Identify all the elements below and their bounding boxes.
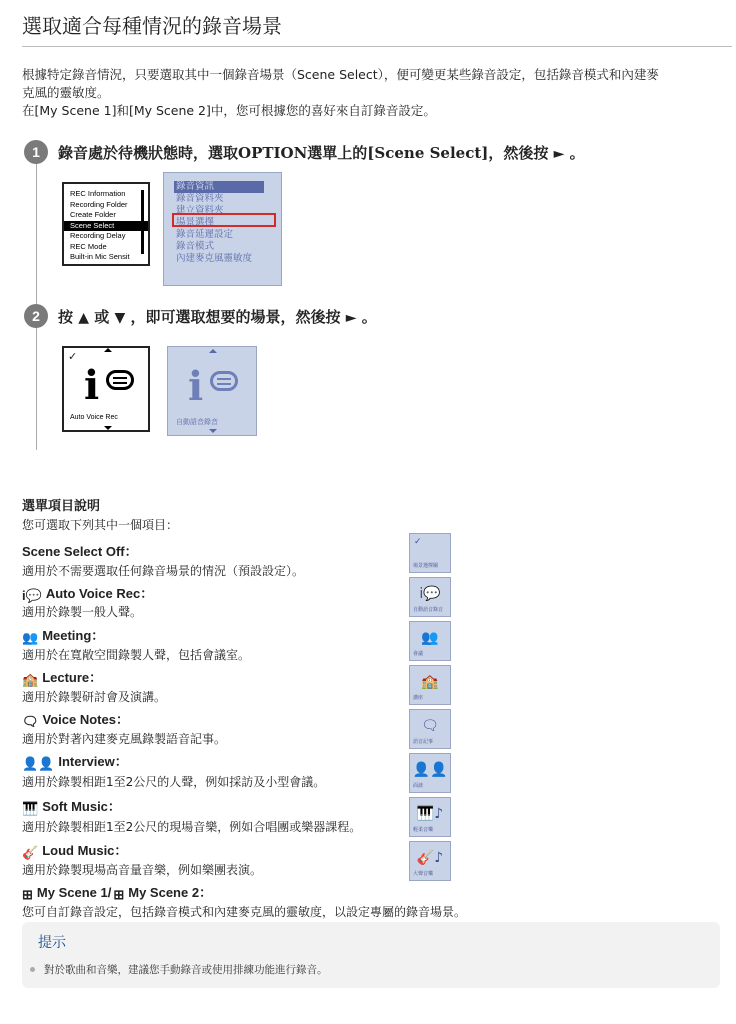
thumb-label: 場景選擇關	[413, 563, 439, 569]
option-lecture	[22, 667, 102, 688]
step-2-instruction	[58, 306, 377, 327]
scroll-up-icon	[209, 349, 217, 353]
option-loud-music	[22, 840, 127, 861]
meeting-icon: 👥	[421, 630, 439, 646]
thumb-interview	[409, 753, 451, 793]
speech-bubble-icon	[106, 370, 134, 390]
info-icon: i	[84, 362, 100, 409]
scroll-down-icon	[104, 426, 112, 430]
thumb-lecture	[409, 665, 451, 705]
lcd-menu-item: 錄音延遲設定	[176, 229, 234, 240]
menu-item: REC Information	[70, 189, 126, 198]
interview-icon: 👤👤	[22, 756, 55, 771]
option-desc: 適用於在寬敞空間錄製人聲，包括會議室。	[22, 648, 251, 662]
option-name: Lecture：	[42, 670, 103, 685]
option-desc: 您可自訂錄音設定，包括錄音模式和內建麥克風的靈敏度，以設定專屬的錄音場景。	[22, 905, 467, 919]
step-1-instruction	[58, 142, 585, 163]
step-2-text-c: ，即可選取想要的場景，然後按	[130, 308, 341, 326]
lcd-menu-item: 場景選擇	[176, 217, 215, 228]
option-name: Auto Voice Rec：	[45, 586, 154, 601]
thumb-loud-music	[409, 841, 451, 881]
step-2-text-a: 按	[58, 308, 74, 326]
voice-notes-icon: 🗨	[421, 718, 439, 734]
option-meeting	[22, 625, 104, 646]
option-name: Voice Notes：	[42, 712, 129, 727]
step-2-text-b: 或	[94, 308, 110, 326]
my-scene-2-icon: ⊞	[113, 887, 125, 902]
speech-bubble-icon	[210, 371, 238, 391]
option-menu-lcd	[163, 172, 282, 286]
lcd-menu-item: 建立資料夾	[176, 205, 224, 216]
option-name: Scene Select Off：	[22, 544, 138, 559]
lcd-menu-item: 錄音模式	[176, 241, 215, 252]
menu-item: REC Mode	[70, 241, 107, 251]
check-icon: ✓	[68, 350, 78, 363]
interview-icon: 👤👤	[412, 762, 448, 778]
menu-item: Recording Delay	[70, 231, 126, 240]
guitar-icon: 🎸	[22, 845, 39, 860]
scene-label-en: Auto Voice Rec	[70, 414, 118, 421]
option-voice-notes	[22, 709, 129, 730]
option-desc: 適用於對著內建麥克風錄製語音記事。	[22, 732, 227, 746]
scene-select-highlight	[172, 213, 276, 227]
menu-scrollbar	[141, 190, 144, 254]
scene-display-lcd	[167, 346, 257, 436]
play-right-icon: ►	[345, 310, 357, 326]
menu-item: Built-in Mic Sensit	[70, 252, 130, 261]
option-desc: 適用於錄製相距1至2公尺的現場音樂，例如合唱團或樂器課程。	[22, 820, 362, 834]
thumb-label: 語音記事	[413, 739, 434, 745]
info-speech-icon: i💬	[22, 588, 42, 603]
option-name: Loud Music：	[42, 843, 128, 858]
step-2-end: 。	[361, 308, 377, 326]
menu-item: Recording Folder	[70, 199, 128, 209]
step-connector-line	[36, 158, 37, 310]
scene-label-zh: 自動語音錄音	[176, 418, 218, 426]
option-desc: 適用於錄製相距1至2公尺的人聲，例如採訪及小型會議。	[22, 775, 326, 789]
thumb-label: 自動語音錄音	[413, 607, 444, 613]
section-subtitle: 您可選取下列其中一個項目：	[22, 518, 179, 532]
tip-box	[22, 922, 720, 988]
guitar-icon: 🎸♪	[416, 850, 444, 866]
info-icon: i	[188, 363, 204, 410]
option-soft-music	[22, 796, 121, 817]
option-name: My Scene 2：	[128, 885, 213, 900]
lecture-icon: 🏫	[22, 672, 39, 687]
lecture-icon: 🏫	[421, 674, 439, 690]
step-1-end: 。	[569, 144, 585, 162]
menu-item: Scene Select	[64, 221, 148, 232]
option-scene-select-off	[22, 541, 138, 560]
option-name: Soft Music：	[42, 799, 121, 814]
option-interview	[22, 751, 128, 772]
my-scene-1-icon: ⊞	[22, 887, 33, 902]
meeting-icon: 👥	[22, 630, 39, 645]
thumb-scene-off	[409, 533, 451, 573]
thumb-soft-music	[409, 797, 451, 837]
step-connector-line-2	[36, 326, 37, 450]
option-name: Meeting：	[42, 628, 105, 643]
step-2-number: 2	[24, 304, 48, 328]
thumb-auto-voice	[409, 577, 451, 617]
option-my-scene	[22, 882, 212, 903]
check-icon: ✓	[414, 537, 422, 547]
tip-title: 提示	[38, 935, 66, 951]
option-desc: 適用於錄製研討會及演講。	[22, 690, 167, 704]
option-desc: 適用於錄製現場高音量音樂，例如樂團表演。	[22, 863, 263, 877]
voice-notes-icon: 🗨	[22, 714, 39, 729]
lcd-menu-item: 錄音資訊	[174, 181, 264, 193]
option-desc: 適用於錄製一般人聲。	[22, 605, 143, 619]
info-speech-icon: i💬	[419, 586, 441, 602]
thumb-meeting	[409, 621, 451, 661]
intro-line-3: 在[My Scene 1]和[My Scene 2]中，您可根據您的喜好來自訂錄音設定。	[22, 103, 436, 118]
piano-icon: 🎹	[22, 801, 39, 816]
menu-item: Create Folder	[70, 210, 116, 219]
scroll-up-icon	[104, 348, 112, 352]
intro-paragraph	[22, 66, 722, 120]
thumb-label: 會議	[413, 651, 424, 657]
down-arrow-icon: ▼	[114, 310, 126, 326]
tip-item: 對於歌曲和音樂，建議您手動錄音或使用排練功能進行錄音。	[44, 964, 328, 976]
option-name: My Scene 1/	[36, 885, 112, 900]
option-menu-english	[62, 182, 150, 266]
title-divider	[22, 46, 732, 47]
intro-line-2: 克風的靈敏度。	[22, 85, 110, 100]
section-title: 選單項目說明	[22, 499, 101, 514]
step-1-text: 錄音處於待機狀態時，選取OPTION選單上的[Scene Select]，然後按	[58, 144, 549, 162]
intro-line-1: 根據特定錄音情況，只要選取其中一個錄音場景（Scene Select），便可變更某些錄音設定，包括錄音模式和內建麥	[22, 67, 659, 82]
page-title: 選取適合每種情況的錄音場景	[22, 14, 282, 38]
thumb-label: 面談	[413, 783, 424, 789]
up-arrow-icon: ▲	[78, 310, 90, 326]
option-auto-voice-rec	[22, 583, 153, 604]
step-1-number: 1	[24, 140, 48, 164]
thumb-label: 輕柔音樂	[413, 827, 434, 833]
piano-icon: 🎹♪	[416, 806, 444, 822]
option-desc: 適用於不需要選取任何錄音場景的情況（預設設定）。	[22, 564, 305, 578]
thumb-voice-notes	[409, 709, 451, 749]
scene-display-english	[62, 346, 150, 432]
thumb-label: 講座	[413, 695, 424, 701]
play-right-icon: ►	[553, 146, 565, 162]
thumb-label: 大聲音樂	[413, 871, 434, 877]
lcd-menu-item: 錄音資料夾	[176, 193, 224, 204]
scroll-down-icon	[209, 429, 217, 433]
option-name: Interview：	[58, 754, 128, 769]
lcd-menu-item: 內建麥克風靈敏度	[176, 253, 253, 264]
